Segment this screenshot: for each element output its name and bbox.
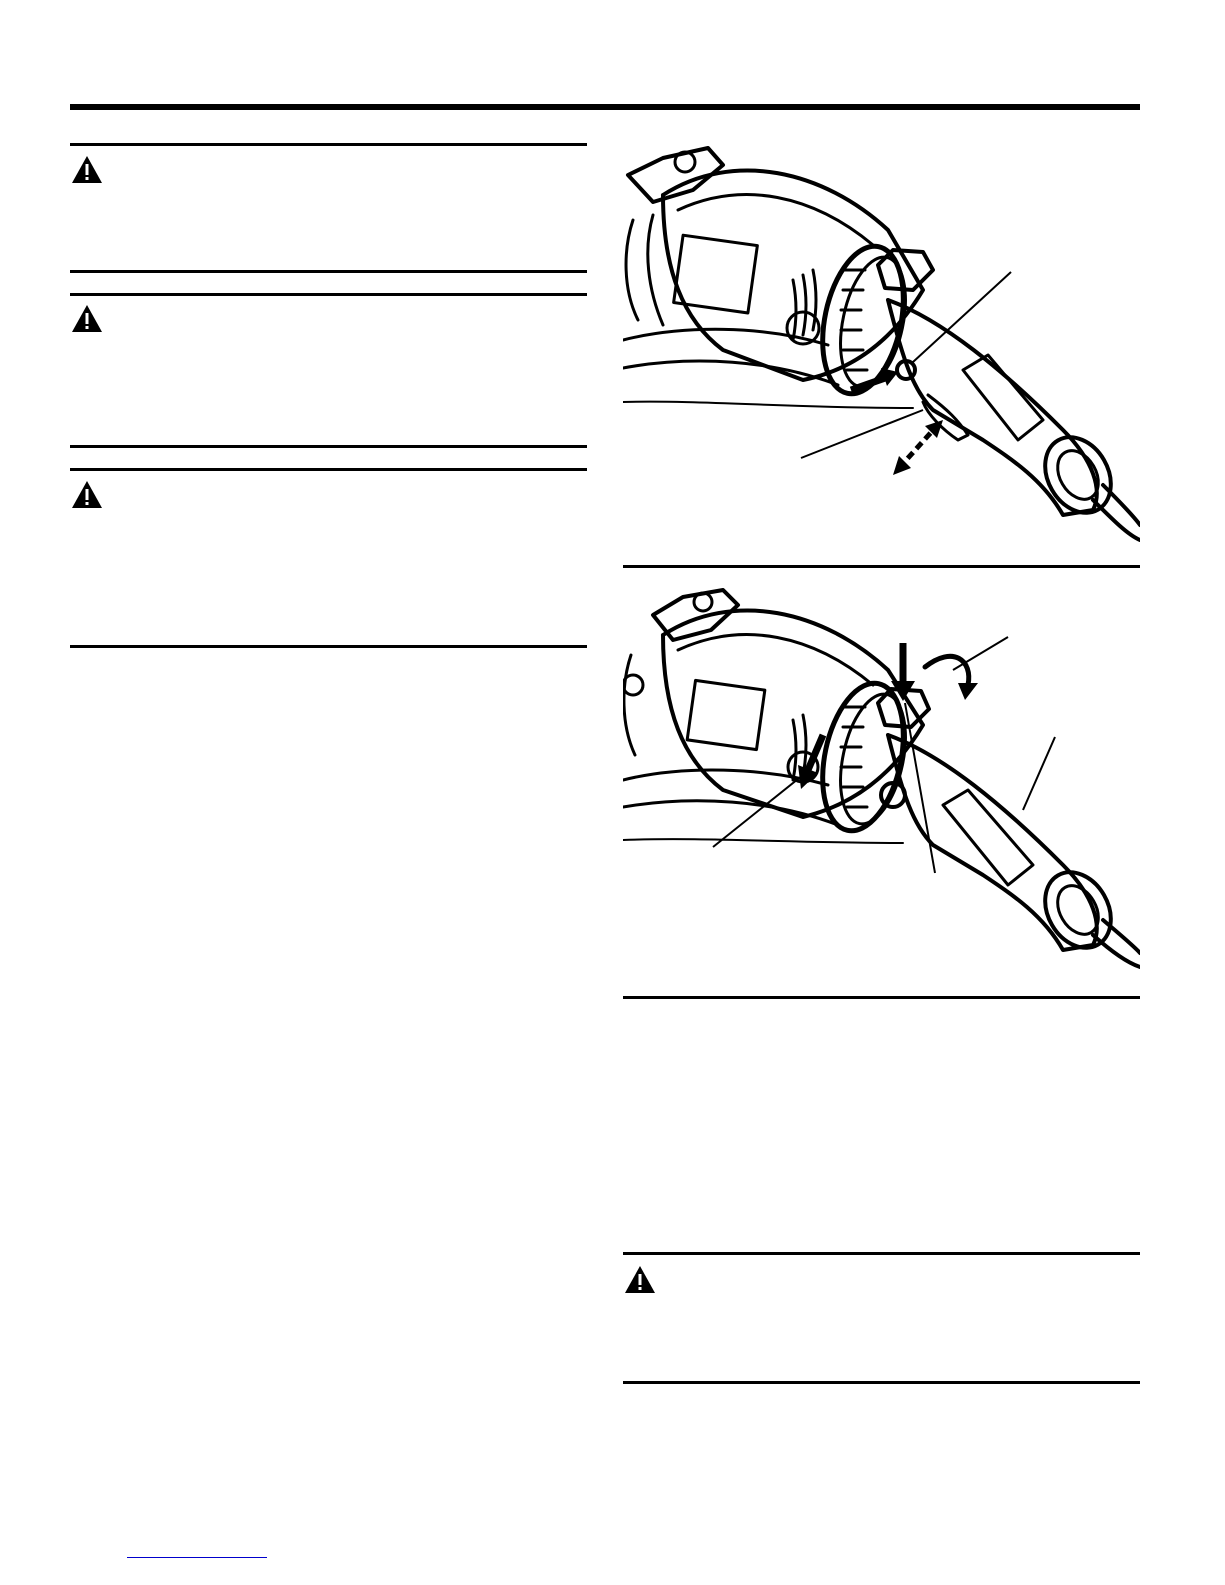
footer-link-underline[interactable]	[127, 1557, 267, 1558]
warning-4-top-rule	[623, 1252, 1140, 1255]
warning-triangle-icon	[70, 479, 104, 511]
warning-3-top-rule	[70, 468, 587, 471]
warning-3-bottom-rule	[70, 645, 587, 648]
warning-triangle-icon	[70, 154, 104, 186]
header-rule	[70, 104, 1140, 110]
figure-1-bottom-rule	[623, 565, 1140, 568]
grinder-switch-lock-illustration	[623, 140, 1140, 542]
warning-4-bottom-rule	[623, 1381, 1140, 1384]
figure-2-bottom-rule	[623, 996, 1140, 999]
warning-1-top-rule	[70, 143, 587, 146]
warning-triangle-icon	[623, 1264, 657, 1296]
warning-1-bottom-rule	[70, 270, 587, 273]
warning-2-bottom-rule	[70, 445, 587, 448]
grinder-handle-rotation-illustration	[623, 585, 1140, 970]
warning-triangle-icon	[70, 303, 104, 335]
warning-2-top-rule	[70, 293, 587, 296]
